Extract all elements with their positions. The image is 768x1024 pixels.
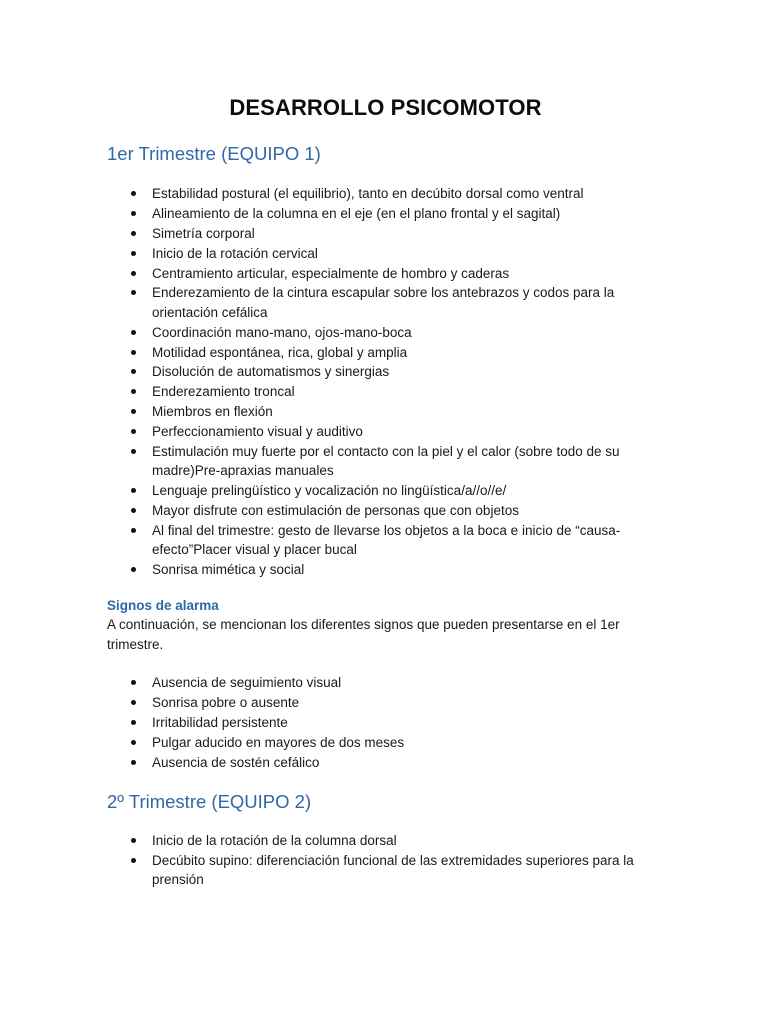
list-item: Simetría corporal xyxy=(107,224,664,243)
section-heading-trimestre-1: 1er Trimestre (EQUIPO 1) xyxy=(107,143,321,164)
list-item: Disolución de automatismos y sinergias xyxy=(107,362,664,381)
list-item: Estabilidad postural (el equilibrio), tanto en decúbito dorsal como ventral xyxy=(107,184,664,203)
trimestre-2-list xyxy=(107,831,664,889)
list-item: Enderezamiento troncal xyxy=(107,382,664,401)
list-item: Sonrisa pobre o ausente xyxy=(107,693,664,712)
list-item: Sonrisa mimética y social xyxy=(107,560,664,579)
list-item: Motilidad espontánea, rica, global y amplia xyxy=(107,343,664,362)
trimestre-1-list xyxy=(107,184,664,579)
list-item: Decúbito supino: diferenciación funcional de las extremidades superiores para la prensión xyxy=(107,851,664,890)
list-item: Coordinación mano-mano, ojos-mano-boca xyxy=(107,323,664,342)
list-item: Mayor disfrute con estimulación de personas que con objetos xyxy=(107,501,664,520)
list-item: Irritabilidad persistente xyxy=(107,713,664,732)
list-item: Inicio de la rotación de la columna dorsal xyxy=(107,831,664,850)
list-item: Alineamiento de la columna en el eje (en el plano frontal y el sagital) xyxy=(107,204,664,223)
list-item: Centramiento articular, especialmente de hombro y caderas xyxy=(107,264,664,283)
list-item: Al final del trimestre: gesto de llevarse los objetos a la boca e inicio de “causa-efecto”Placer visual y placer bucal xyxy=(107,521,664,560)
list-item: Estimulación muy fuerte por el contacto con la piel y el calor (sobre todo de su madre)Pre-apraxias manuales xyxy=(107,442,664,481)
list-item: Inicio de la rotación cervical xyxy=(107,244,664,263)
list-item: Perfeccionamiento visual y auditivo xyxy=(107,422,664,441)
list-item: Ausencia de seguimiento visual xyxy=(107,673,664,692)
list-item: Pulgar aducido en mayores de dos meses xyxy=(107,733,664,752)
section-heading-trimestre-2: 2º Trimestre (EQUIPO 2) xyxy=(107,790,312,812)
list-item: Ausencia de sostén cefálico xyxy=(107,753,664,772)
alarm-signs-intro: A continuación, se mencionan los diferentes signos que pueden presentarse en el 1er trimestre. xyxy=(107,617,620,652)
alarm-signs-heading: Signos de alarma xyxy=(107,598,219,614)
document-title: DESARROLLO PSICOMOTOR xyxy=(229,95,542,120)
list-item: Miembros en flexión xyxy=(107,402,664,421)
list-item: Enderezamiento de la cintura escapular sobre los antebrazos y codos para la orientación cefálica xyxy=(107,283,664,322)
alarm-signs-list xyxy=(107,673,664,772)
list-item: Lenguaje prelingüístico y vocalización no lingüística/a//o//e/ xyxy=(107,481,664,500)
